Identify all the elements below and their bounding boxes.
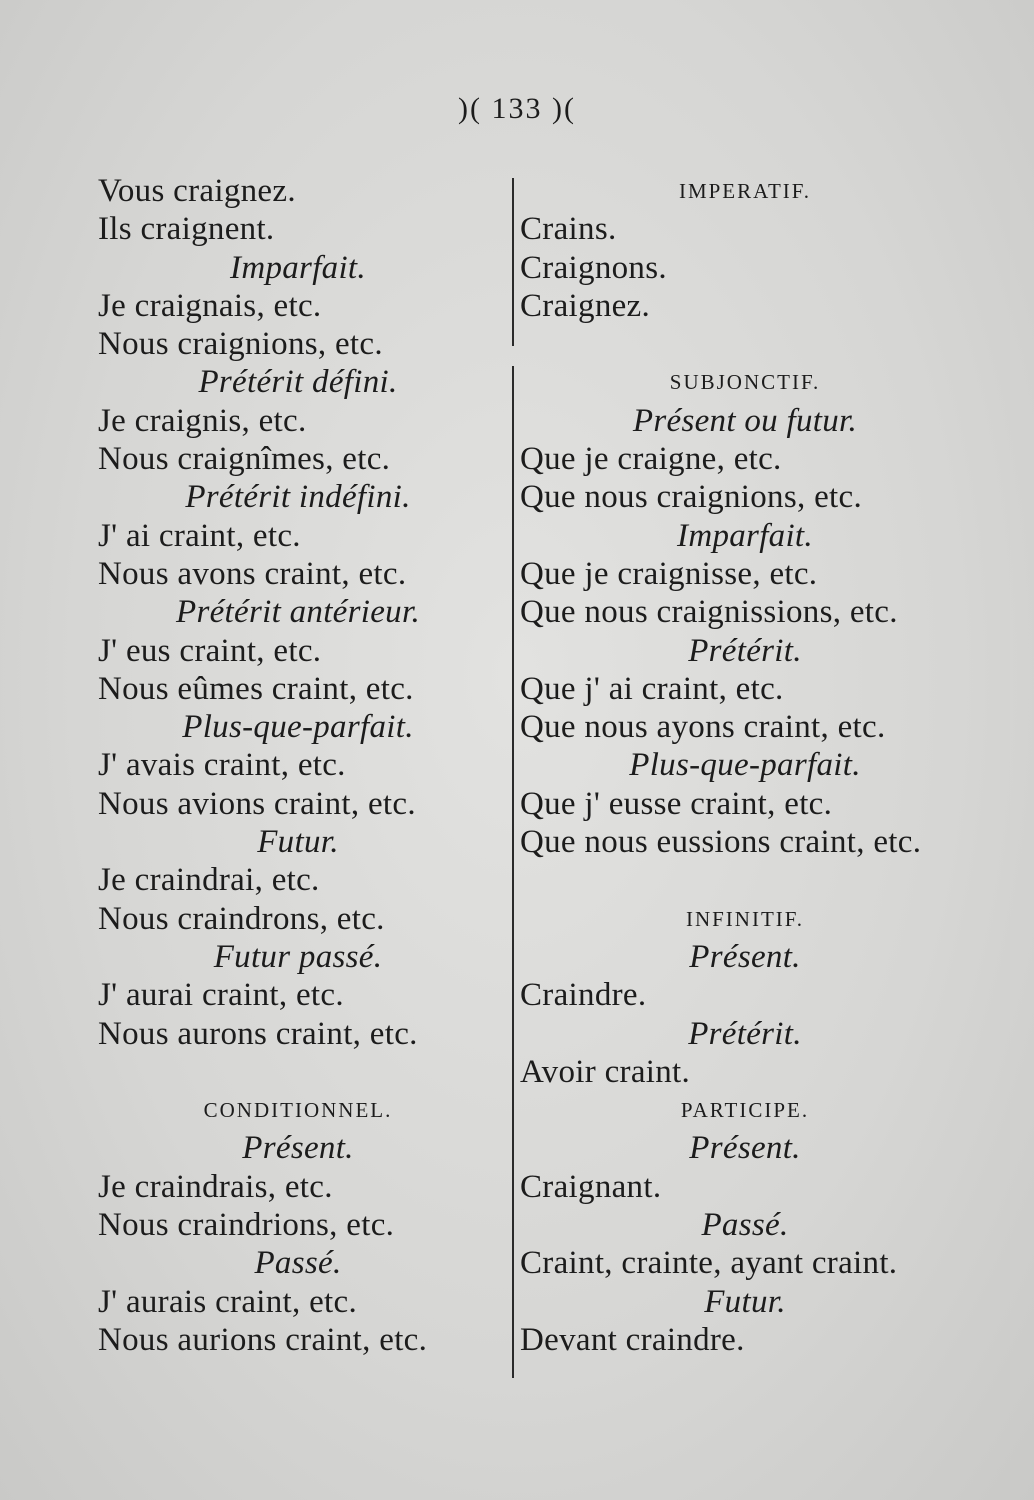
conjugation-line: J' aurai craint, etc. — [98, 977, 344, 1014]
tense-heading: Prétérit défini. — [198, 364, 398, 401]
conjugation-line: Je craindrai, etc. — [98, 862, 320, 899]
tense-heading: Passé. — [254, 1245, 342, 1282]
blank-line — [520, 861, 970, 899]
conjugation-line: Nous craignîmes, etc. — [98, 441, 391, 478]
conjugation-line: Je craignis, etc. — [98, 402, 307, 439]
conjugation-line: Craignons. — [520, 249, 667, 286]
tense-heading: Prétérit indéfini. — [185, 479, 411, 516]
tense-heading: Présent. — [242, 1130, 354, 1167]
conjugation-line: Ils craignent. — [98, 211, 275, 248]
conjugation-line: Craignez. — [520, 287, 651, 324]
tense-heading: Imparfait. — [230, 249, 366, 286]
conjugation-line: Que je craignisse, etc. — [520, 555, 818, 592]
conjugation-line: Que nous eussions craint, etc. — [520, 824, 922, 861]
mood-heading: CONDITIONNEL. — [203, 1098, 393, 1123]
conjugation-line: Que nous ayons craint, etc. — [520, 709, 886, 746]
tense-heading: Présent. — [689, 1130, 801, 1167]
conjugation-line: Nous aurions craint, etc. — [98, 1321, 428, 1358]
mood-heading: SUBJONCTIF. — [669, 370, 821, 395]
conjugation-line: Craignant. — [520, 1168, 662, 1205]
mood-heading: IMPERATIF. — [678, 179, 812, 203]
tense-heading: Présent ou futur. — [632, 402, 858, 439]
tense-heading: Futur. — [704, 1283, 786, 1320]
conjugation-line: Crains. — [520, 211, 617, 248]
conjugation-line: Je craignais, etc. — [98, 287, 322, 324]
conjugation-line: Vous craignez. — [98, 173, 296, 209]
conjugation-line: Nous eûmes craint, etc. — [98, 670, 414, 707]
conjugation-line: Nous avions craint, etc. — [98, 785, 416, 822]
column-divider-top — [512, 178, 514, 346]
conjugation-line: Avoir craint. — [520, 1053, 691, 1090]
tense-heading: Passé. — [701, 1207, 789, 1244]
tense-heading: Imparfait. — [677, 517, 813, 554]
conjugation-line: J' aurais craint, etc. — [98, 1283, 358, 1320]
tense-heading: Plus-que-parfait. — [182, 709, 414, 746]
conjugation-line: Craindre. — [520, 977, 647, 1014]
tense-heading: Futur. — [257, 824, 339, 861]
conjugation-line: Nous craignions, etc. — [98, 326, 383, 363]
conjugation-line: Craint, crainte, ayant craint. — [520, 1245, 898, 1282]
mood-heading: INFINITIF. — [685, 906, 805, 931]
tense-heading: Prétérit antérieur. — [176, 594, 420, 631]
conjugation-line: Nous aurons craint, etc. — [98, 1015, 418, 1052]
conjugation-line: Que nous craignions, etc. — [520, 479, 862, 516]
blank-line — [520, 325, 970, 363]
conjugation-line: J' ai craint, etc. — [98, 517, 301, 554]
conjugation-line: Nous craindrions, etc. — [98, 1207, 395, 1244]
conjugation-line: Nous craindrons, etc. — [98, 900, 385, 937]
conjugation-line: Devant craindre. — [520, 1321, 745, 1358]
conjugation-line: Que nous craignissions, etc. — [520, 594, 898, 631]
conjugation-line: Que je craigne, etc. — [520, 441, 782, 478]
left-column — [98, 172, 498, 1359]
tense-heading: Futur passé. — [213, 938, 383, 975]
tense-heading: Présent. — [689, 938, 801, 975]
page-number: )( 133 )( — [458, 92, 576, 125]
conjugation-line: J' eus craint, etc. — [98, 632, 322, 669]
column-divider-bottom — [512, 366, 514, 1378]
conjugation-line: J' avais craint, etc. — [98, 747, 346, 784]
tense-heading: Plus-que-parfait. — [629, 747, 861, 784]
tense-heading: Prétérit. — [688, 1015, 802, 1052]
tense-heading: Prétérit. — [688, 632, 802, 669]
conjugation-line: Nous avons craint, etc. — [98, 555, 407, 592]
conjugation-line: Je craindrais, etc. — [98, 1168, 333, 1205]
conjugation-line: Que j' ai craint, etc. — [520, 670, 784, 707]
right-column — [520, 172, 970, 1359]
blank-line — [98, 1053, 498, 1091]
conjugation-line: Que j' eusse craint, etc. — [520, 785, 833, 822]
mood-heading: PARTICIPE. — [680, 1098, 810, 1123]
